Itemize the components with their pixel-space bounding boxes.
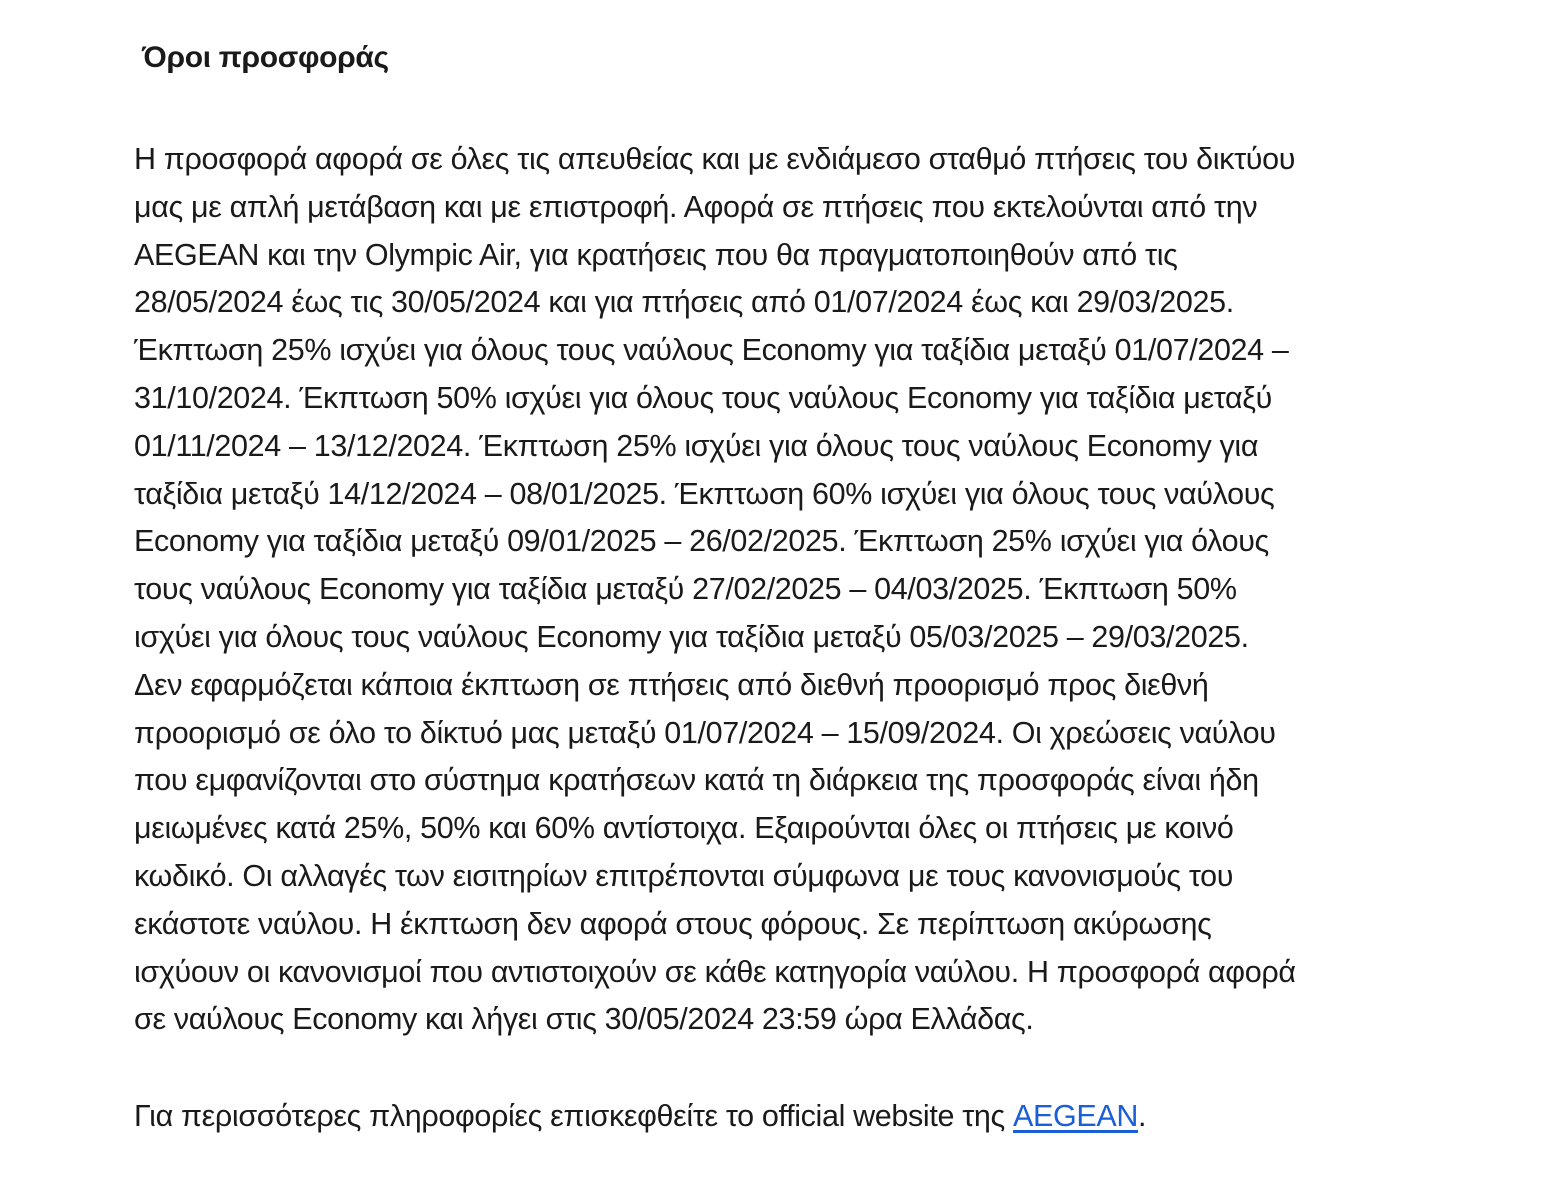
terms-line: 01/11/2024 – 13/12/2024. Έκπτωση 25% ισχύει για όλους τους ναύλους Economy για — [134, 428, 1259, 463]
terms-paragraph — [134, 136, 1474, 1044]
offer-terms-section — [134, 36, 1474, 1141]
terms-line: Economy για ταξίδια μεταξύ 09/01/2025 – 26/02/2025. Έκπτωση 25% ισχύει για όλους — [134, 524, 1269, 559]
terms-line: μας με απλή μετάβαση και με επιστροφή. Αφορά σε πτήσεις που εκτελούνται από την — [134, 189, 1258, 224]
terms-line: Η προσφορά αφορά σε όλες τις απευθείας και με ενδιάμεσο σταθμό πτήσεις του δικτύου — [134, 142, 1296, 176]
section-title: Όροι προσφοράς — [142, 41, 389, 74]
terms-line: προορισμό σε όλο το δίκτυό μας μεταξύ 01/07/2024 – 15/09/2024. Οι χρεώσεις ναύλου — [134, 715, 1276, 750]
terms-line: Έκπτωση 25% ισχύει για όλους τους ναύλους Economy για ταξίδια μεταξύ 01/07/2024 – — [134, 333, 1289, 368]
terms-line: ισχύει για όλους τους ναύλους Economy για ταξίδια μεταξύ 05/03/2025 – 29/03/2025. — [134, 619, 1249, 654]
terms-line: ισχύουν οι κανονισμοί που αντιστοιχούν σε κάθε κατηγορία ναύλου. Η προσφορά αφορά — [134, 954, 1296, 989]
aegean-website-link[interactable]: AEGEAN — [1013, 1099, 1139, 1134]
terms-line: κωδικό. Οι αλλαγές των εισιτηρίων επιτρέπονται σύμφωνα με τους κανονισμούς του — [134, 858, 1234, 893]
terms-line: ταξίδια μεταξύ 14/12/2024 – 08/01/2025. Έκπτωση 60% ισχύει για όλους τους ναύλους — [134, 476, 1275, 511]
terms-line: τους ναύλους Economy για ταξίδια μεταξύ 27/02/2025 – 04/03/2025. Έκπτωση 50% — [134, 572, 1237, 607]
terms-line: AEGEAN και την Olympic Air, για κρατήσεις που θα πραγματοποιηθούν από τις — [134, 237, 1178, 272]
terms-line: σε ναύλους Economy και λήγει στις 30/05/2024 23:59 ώρα Ελλάδας. — [134, 1002, 1034, 1037]
terms-line: 28/05/2024 έως τις 30/05/2024 και για πτήσεις από 01/07/2024 έως και 29/03/2025. — [134, 285, 1234, 320]
terms-line: που εμφανίζονται στο σύστημα κρατήσεων κατά τη διάρκεια της προσφοράς είναι ήδη — [134, 763, 1259, 798]
terms-line: Δεν εφαρμόζεται κάποια έκπτωση σε πτήσεις από διεθνή προορισμό προς διεθνή — [134, 667, 1209, 702]
terms-line: μειωμένες κατά 25%, 50% και 60% αντίστοιχα. Εξαιρούνται όλες οι πτήσεις με κοινό — [134, 811, 1234, 846]
more-info-text: Για περισσότερες πληροφορίες επισκεφθείτε το official website της — [134, 1099, 1014, 1134]
terms-line: εκάστοτε ναύλου. Η έκπτωση δεν αφορά στους φόρους. Σε περίπτωση ακύρωσης — [134, 906, 1212, 941]
more-info-period: . — [1138, 1099, 1147, 1134]
more-info-paragraph — [134, 1093, 1474, 1141]
terms-line: 31/10/2024. Έκπτωση 50% ισχύει για όλους τους ναύλους Economy για ταξίδια μεταξύ — [134, 380, 1272, 415]
